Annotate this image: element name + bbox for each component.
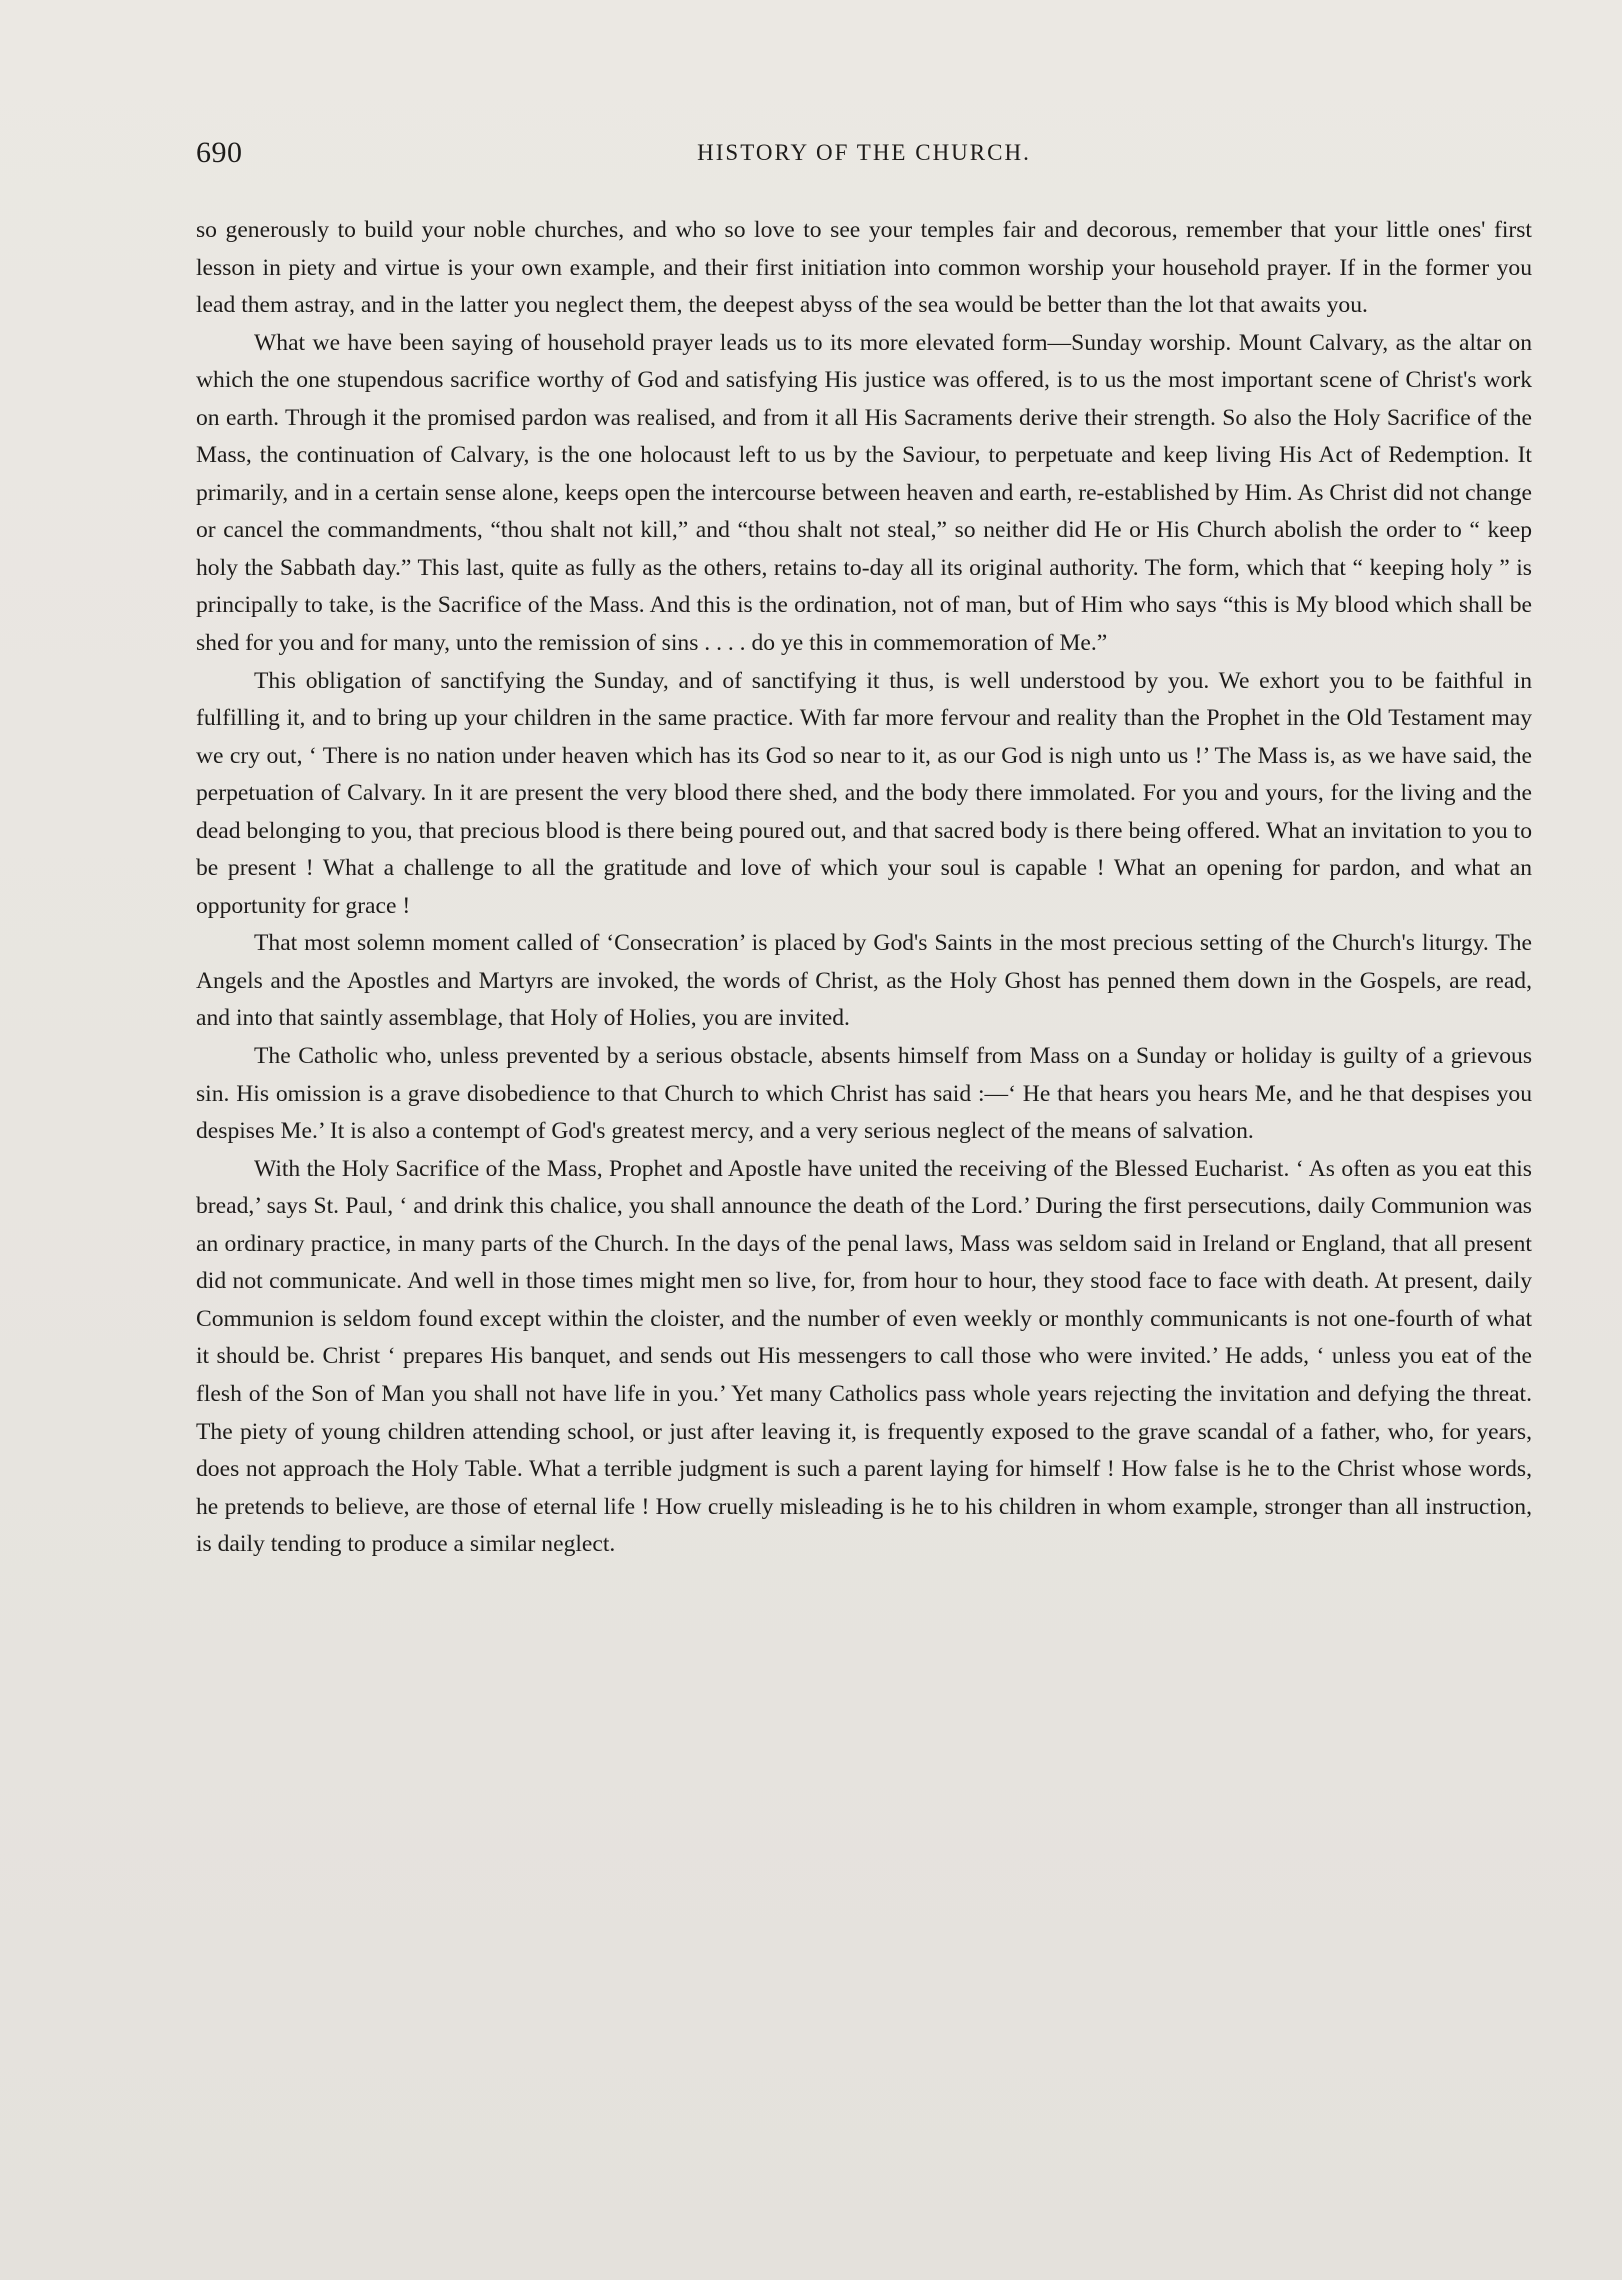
paragraph-sunday-worship: What we have been saying of household prayer leads us to its more elevated form—Sunday worship. Mount Calvary, as the altar on which the one stupendous sacrifice worthy of God and satisfying His justice was offered, is to us the most important scene of Christ's work on earth. Through it the promised pardon was realised, and from it all His Sacraments derive their strength. So also the Holy Sacrifice of the Mass, the continuation of Calvary, is the one holocaust left to us by the Saviour, to perpetuate and keep living His Act of Redemption. It primarily, and in a certain sense alone, keeps open the intercourse between heaven and earth, re-established by Him. As Christ did not change or cancel the commandments, “thou shalt not kill,” and “thou shalt not steal,” so neither did He or His Church abolish the order to “ keep holy the Sabbath day.” This last, quite as fully as the others, retains to-day all its original authority. The form, which that “ keeping holy ” is principally to take, is the Sacrifice of the Mass. And this is the ordination, not of man, but of Him who says “this is My blood which shall be shed for you and for many, unto the remission of sins . . . . do ye this in commemoration of Me.” (196, 329, 1532, 657)
running-title: HISTORY OF THE CHURCH. (697, 140, 1031, 165)
paragraph-continuation: so generously to build your noble churches, and who so love to see your temples fair and decorous, remember that your little ones' first lesson in piety and virtue is your own example, and their first initiation into common worship your household prayer. If in the former you lead them astray, and in the latter you neglect them, the deepest abyss of the sea would be better than the lot that awaits you. (196, 217, 1532, 319)
paragraph-eucharist: With the Holy Sacrifice of the Mass, Prophet and Apostle have united the receiving of the Blessed Eucharist. ‘ As often as you eat this bread,’ says St. Paul, ‘ and drink this chalice, you shall announce the death of the Lord.’ During the first persecutions, daily Communion was an ordinary practice, in many parts of the Church. In the days of the penal laws, Mass was seldom said in Ireland or England, that all present did not communicate. And well in those times might men so live, for, from hour to hour, they stood face to face with death. At present, daily Communion is seldom found except within the cloister, and the number of even weekly or monthly communicants is not one-fourth of what it should be. Christ ‘ prepares His banquet, and sends out His messengers to call those who were invited.’ He adds, ‘ unless you eat of the flesh of the Son of Man you shall not have life in you.’ Yet many Catholics pass whole years rejecting the invitation and defying the threat. The piety of young children attending school, or just after leaving it, is frequently exposed to the grave scandal of a father, who, for years, does not approach the Holy Table. What a terrible judgment is such a parent laying for himself ! How false is he to the Christ whose words, he pretends to believe, are those of eternal life ! How cruelly misleading is he to his children in whom example, stronger than all instruction, is daily tending to produce a similar neglect. (196, 1155, 1532, 1558)
paragraph-consecration: That most solemn moment called of ‘Consecration’ is placed by God's Saints in the most precious setting of the Church's liturgy. The Angels and the Apostles and Martyrs are invoked, the words of Christ, as the Holy Ghost has penned them down in the Gospels, are read, and into that saintly assemblage, that Holy of Holies, you are invited. (196, 930, 1532, 1032)
page-number: 690 (196, 136, 243, 169)
page-header (196, 136, 1532, 176)
paragraph-obligation: This obligation of sanctifying the Sunday, and of sanctifying it thus, is well understood by you. We exhort you to be faithful in fulfilling it, and to bring up your children in the same practice. With far more fervour and reality than the Prophet in the Old Testament may we cry out, ‘ There is no nation under heaven which has its God so near to it, as our God is nigh unto us !’ The Mass is, as we have said, the perpetuation of Calvary. In it are present the very blood there shed, and the body there immolated. For you and yours, for the living and the dead belonging to you, that precious blood is there being poured out, and that sacred body is there being offered. What an invitation to you to be present ! What a challenge to all the gratitude and love of which your soul is capable ! What an opening for pardon, and what an opportunity for grace ! (196, 667, 1532, 919)
body-text (196, 212, 1532, 1564)
paragraph-grievous-sin: The Catholic who, unless prevented by a serious obstacle, absents himself from Mass on a Sunday or holiday is guilty of a grievous sin. His omission is a grave disobedience to that Church to which Christ has said :—‘ He that hears you hears Me, and he that despises you despises Me.’ It is also a contempt of God's greatest mercy, and a very serious neglect of the means of salvation. (196, 1043, 1532, 1145)
